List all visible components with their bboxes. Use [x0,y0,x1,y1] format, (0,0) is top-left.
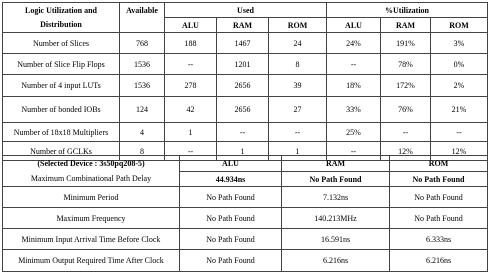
device-header-cell [3,156,180,187]
rom-header: ROM [390,156,488,172]
used-cell: 8 [269,54,327,75]
pct-cell: -- [327,142,381,161]
alu-cell: No Path Found [180,250,282,272]
pct-cell: 24% [327,33,381,54]
used-cell: 188 [165,33,217,54]
timing-row-label: Minimum Output Required Time After Clock [3,250,180,272]
available-cell: 1536 [120,54,165,75]
alu-cell: 44.934ns [180,172,282,187]
pct-cell: -- [327,54,381,75]
timing-row-label: Minimum Input Arrival Time Before Clock [3,229,180,250]
pct-cell: -- [431,123,488,142]
sub-header: RAM [217,18,269,33]
pct-cell: 18% [327,75,381,97]
pct-cell: -- [381,123,431,142]
table-row [3,229,488,250]
sub-header: ALU [165,18,217,33]
table-row [3,33,488,54]
used-header: Used [165,3,327,18]
device-header: (Selected Device : 3s50pq208-5) [37,159,145,168]
row-label: Number of GCLKs [3,142,120,161]
row-label: Number of 4 input LUTs [3,75,120,97]
alu-cell: No Path Found [180,208,282,229]
table-row [3,54,488,75]
pct-cell: 12% [431,142,488,161]
sub-header: ROM [269,18,327,33]
table-row [3,97,488,123]
used-cell: 1 [217,142,269,161]
pct-cell: 0% [431,54,488,75]
pct-cell: 12% [381,142,431,161]
timing-row-label: Maximum Combinational Path Delay [30,174,152,183]
sub-header: ALU [327,18,381,33]
table-row [3,208,488,229]
alu-cell: No Path Found [180,229,282,250]
used-cell: -- [165,54,217,75]
timing-row-label: Minimum Period [3,187,180,208]
ram-cell: 16.591ns [282,229,390,250]
ram-cell: 140.213MHz [282,208,390,229]
row-label: Number of Slice Flip Flops [3,54,120,75]
pct-cell: 33% [327,97,381,123]
used-cell: 2656 [217,75,269,97]
used-cell: -- [269,123,327,142]
distribution-header: Distribution [40,20,82,29]
row-label: Number of 18x18 Multipliers [3,123,120,142]
available-cell: 8 [120,142,165,161]
used-cell: 27 [269,97,327,123]
used-cell: 1 [269,142,327,161]
logic-header-cell [3,3,120,33]
available-cell: 4 [120,123,165,142]
rom-cell: No Path Found [390,208,488,229]
rom-cell: No Path Found [390,187,488,208]
row-label: Number of bonded IOBs [3,97,120,123]
table-row [3,75,488,97]
used-cell: 1467 [217,33,269,54]
used-cell: -- [165,142,217,161]
pct-cell: 78% [381,54,431,75]
ram-cell: 6.216ns [282,250,390,272]
table-row [3,250,488,272]
logic-header: Logic Utilization and [24,6,97,15]
pct-cell: 21% [431,97,488,123]
used-cell: 39 [269,75,327,97]
available-header: Available [120,3,165,33]
table-row [3,187,488,208]
pct-cell: 76% [381,97,431,123]
pct-cell: 2% [431,75,488,97]
timing-table [2,155,488,272]
used-cell: 1 [165,123,217,142]
alu-header: ALU [180,156,282,172]
timing-row-label: Maximum Frequency [3,208,180,229]
used-cell: 42 [165,97,217,123]
available-cell: 1536 [120,75,165,97]
rom-cell: No Path Found [390,172,488,187]
pct-cell: 191% [381,33,431,54]
utilization-table [2,2,488,161]
used-cell: 278 [165,75,217,97]
pct-cell: 3% [431,33,488,54]
used-cell: 1201 [217,54,269,75]
sub-header: RAM [381,18,431,33]
used-cell: -- [217,123,269,142]
row-label: Number of Slices [3,33,120,54]
pct-cell: 25% [327,123,381,142]
ram-cell: No Path Found [282,172,390,187]
rom-cell: 6.216ns [390,250,488,272]
available-cell: 768 [120,33,165,54]
timing-header-row [3,156,488,172]
ram-header: RAM [282,156,390,172]
alu-cell: No Path Found [180,187,282,208]
available-cell: 124 [120,97,165,123]
rom-cell: 6.333ns [390,229,488,250]
pct-cell: 172% [381,75,431,97]
used-cell: 2656 [217,97,269,123]
table-row [3,123,488,142]
sub-header: ROM [431,18,488,33]
pct-header: %Utilization [327,3,488,18]
used-cell: 24 [269,33,327,54]
ram-cell: 7.132ns [282,187,390,208]
